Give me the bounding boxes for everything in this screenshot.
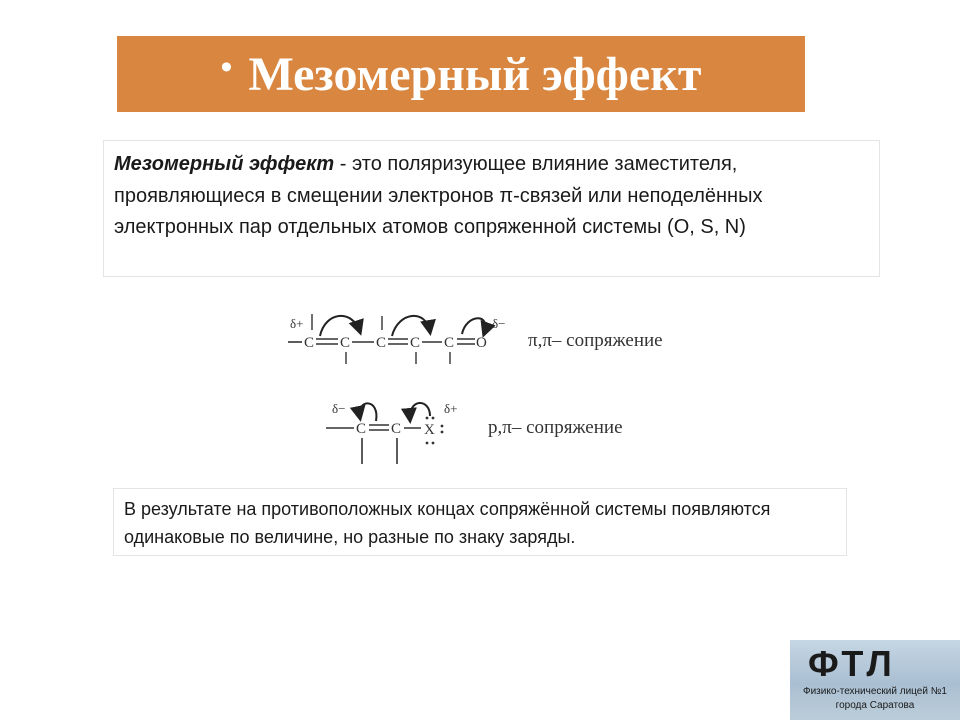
result-text: В результате на противоположных концах сопряжённой системы появляются одинаковые по величине, но разные по знаку заряды. — [124, 499, 771, 547]
p-pi-scheme — [326, 401, 623, 464]
p-pi-label: p,π– сопряжение — [488, 417, 623, 438]
pi-pi-atom-2: C — [340, 335, 351, 351]
slide-title: Мезомерный эффект — [248, 47, 702, 101]
logo-line-2: города Саратова — [835, 700, 915, 711]
p-pi-atom-1: C — [356, 421, 367, 437]
title-banner — [117, 36, 805, 112]
title-bullet: • — [220, 49, 233, 86]
pi-pi-delta-plus: δ+ — [290, 316, 304, 331]
definition-term: Мезомерный эффект — [114, 153, 335, 175]
pi-pi-atom-3: C — [376, 335, 387, 351]
pi-pi-scheme — [288, 314, 663, 364]
pi-pi-atom-5: C — [444, 335, 455, 351]
definition-box — [103, 140, 880, 277]
pi-pi-atom-1: C — [304, 335, 315, 351]
p-pi-delta-minus: δ− — [332, 401, 346, 416]
pi-pi-atom-6: O — [476, 335, 487, 351]
pi-pi-delta-minus: δ− — [492, 316, 506, 331]
pi-pi-atom-4: C — [410, 335, 421, 351]
p-pi-delta-plus: δ+ — [444, 401, 458, 416]
conjugation-schemes — [280, 300, 720, 475]
p-pi-atom-x: X — [424, 422, 435, 438]
result-box — [113, 488, 847, 556]
logo-mark: ФТЛ — [808, 643, 896, 684]
pi-pi-label: π,π– сопряжение — [528, 330, 663, 351]
p-pi-atom-2: C — [391, 421, 402, 437]
definition-text: - это поляризующее влияние заместителя, проявляющиеся в смещении электронов π-связей или неподелённых электронных пар отдельных атомов сопряженной системы (O, S, N) — [114, 153, 763, 238]
school-logo — [790, 640, 960, 720]
logo-line-1: Физико-технический лицей №1 — [802, 686, 947, 697]
